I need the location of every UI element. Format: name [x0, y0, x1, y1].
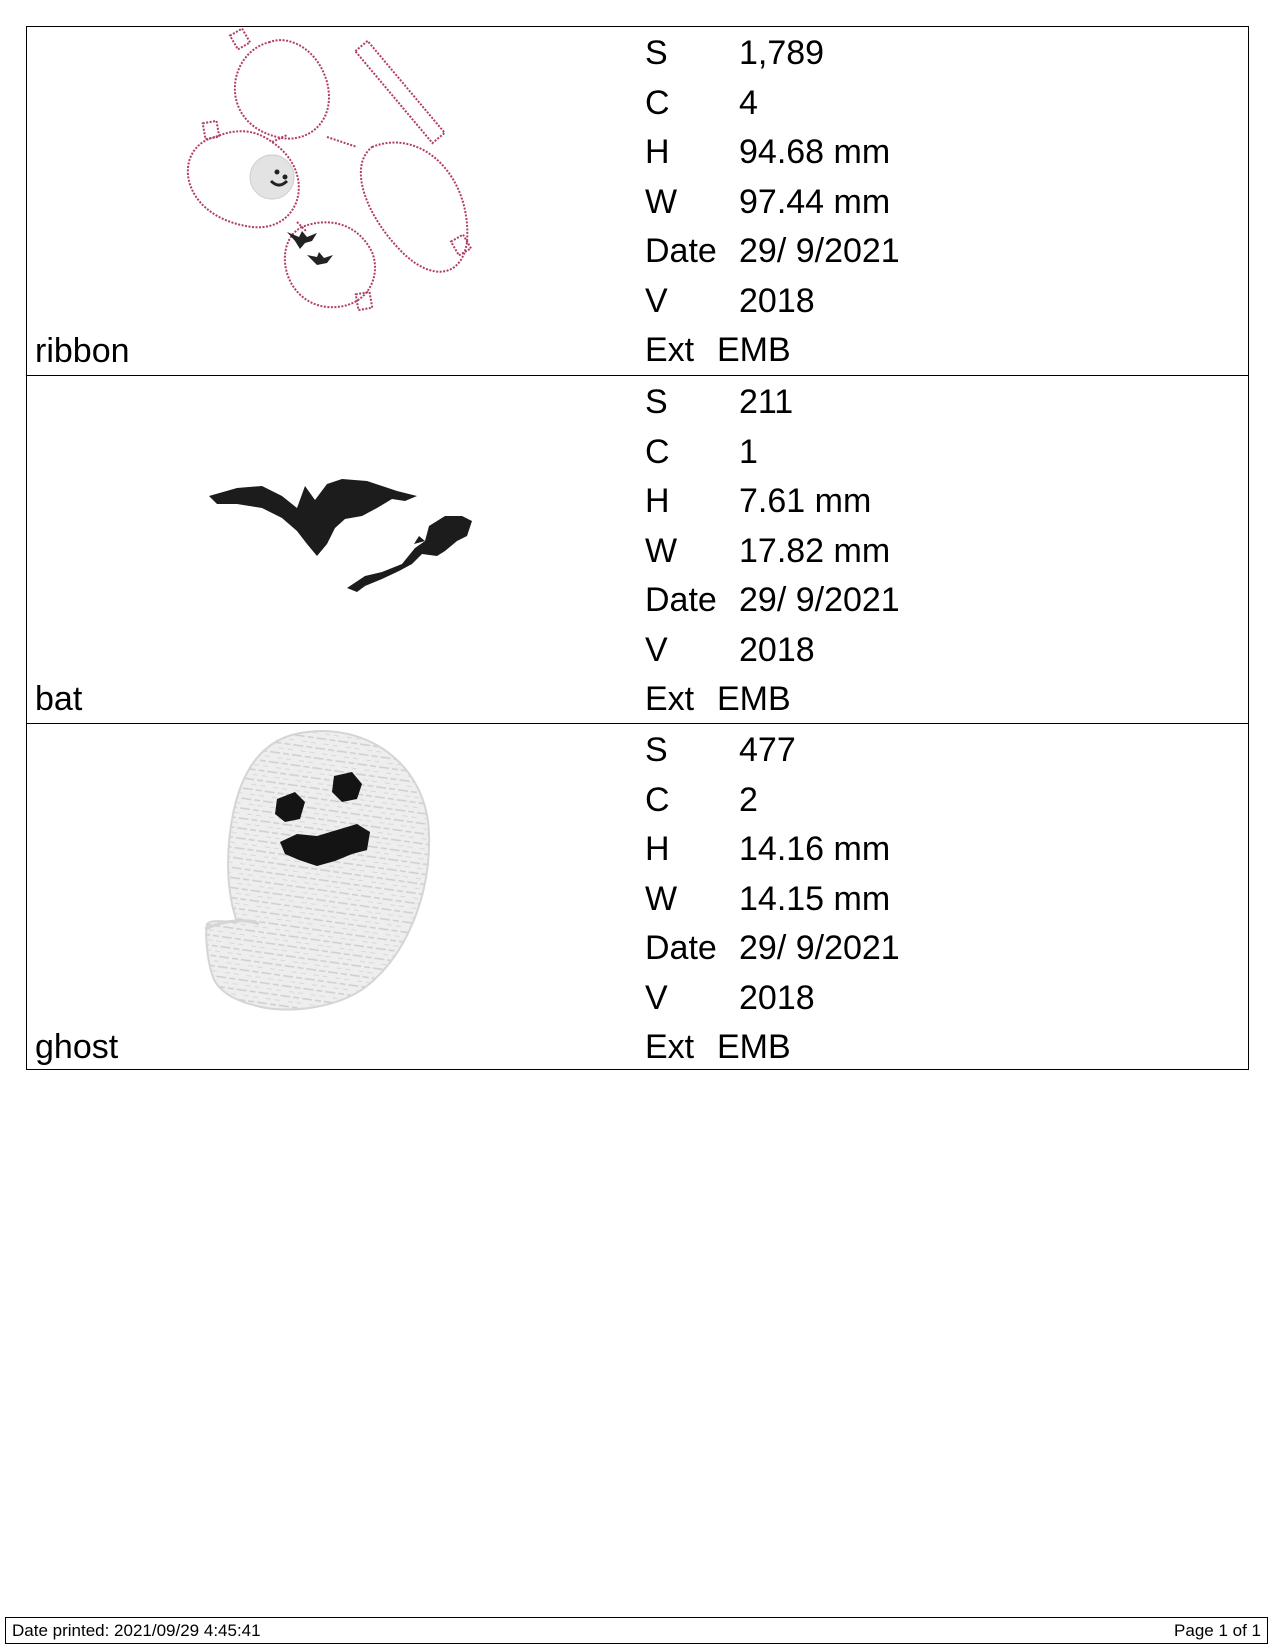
extension-line: Ext EMB — [645, 1028, 791, 1066]
print-footer — [5, 1617, 1268, 1644]
width-line: W 14.15 mm — [645, 879, 891, 918]
design-name: ribbon — [35, 332, 130, 370]
color-count-line: C 1 — [645, 432, 758, 471]
date-line: Date 29/ 9/2021 — [645, 232, 900, 270]
date-value: 29/ 9/2021 — [739, 929, 900, 967]
design-specs — [645, 726, 900, 1073]
date-line: Date 29/ 9/2021 — [645, 929, 900, 967]
width-value: 97.44 mm — [739, 182, 891, 221]
height-value: 14.16 mm — [739, 830, 891, 868]
extension-value: EMB — [717, 680, 791, 718]
ribbon-ghost-icon — [250, 155, 294, 199]
color-count-line: C 4 — [645, 83, 758, 122]
color-count-value: 2 — [739, 780, 758, 819]
version-value: 2018 — [739, 630, 815, 669]
version-line: V 2018 — [645, 978, 815, 1017]
ribbon-design-thumbnail — [167, 27, 547, 337]
date-value: 29/ 9/2021 — [739, 232, 900, 270]
design-row-ghost — [27, 723, 1248, 1071]
date-printed: Date printed: 2021/09/29 4:45:41 — [12, 1621, 261, 1640]
design-name: bat — [35, 680, 83, 718]
date-line: Date 29/ 9/2021 — [645, 581, 900, 619]
width-line: W 17.82 mm — [645, 531, 891, 570]
bat-design-thumbnail — [167, 376, 547, 686]
ribbon-bat-icon — [287, 231, 333, 265]
bat-icon — [209, 479, 472, 592]
stitch-count-value: 211 — [739, 383, 794, 421]
extension-line: Ext EMB — [645, 331, 791, 369]
version-value: 2018 — [739, 281, 815, 320]
page-number: Page 1 of 1 — [1174, 1621, 1261, 1640]
design-specs — [645, 378, 900, 725]
design-row-ribbon — [27, 27, 1248, 375]
stitch-count-value: 1,789 — [739, 34, 825, 72]
stitch-count-line: S 211 — [645, 383, 794, 421]
color-count-value: 4 — [739, 83, 758, 122]
height-line: H 14.16 mm — [645, 830, 891, 868]
design-row-bat — [27, 375, 1248, 723]
version-line: V 2018 — [645, 281, 815, 320]
height-line: H 94.68 mm — [645, 133, 891, 171]
color-count-value: 1 — [739, 432, 758, 471]
color-count-line: C 2 — [645, 780, 758, 819]
height-line: H 7.61 mm — [645, 482, 872, 520]
stitch-count-value: 477 — [739, 731, 796, 769]
width-value: 17.82 mm — [739, 531, 891, 570]
ghost-design-thumbnail — [167, 724, 547, 1034]
extension-line: Ext EMB — [645, 680, 791, 718]
design-name: ghost — [35, 1028, 119, 1066]
extension-value: EMB — [717, 1028, 791, 1066]
width-line: W 97.44 mm — [645, 182, 891, 221]
date-value: 29/ 9/2021 — [739, 581, 900, 619]
extension-value: EMB — [717, 331, 791, 369]
design-sheet — [26, 26, 1249, 1070]
width-value: 14.15 mm — [739, 879, 891, 918]
stitch-count-line: S 477 — [645, 731, 796, 769]
stitch-count-line: S 1,789 — [645, 34, 825, 72]
version-value: 2018 — [739, 978, 815, 1017]
design-specs — [645, 29, 900, 376]
ghost-icon — [205, 731, 429, 1010]
version-line: V 2018 — [645, 630, 815, 669]
height-value: 94.68 mm — [739, 133, 891, 171]
height-value: 7.61 mm — [739, 482, 872, 520]
